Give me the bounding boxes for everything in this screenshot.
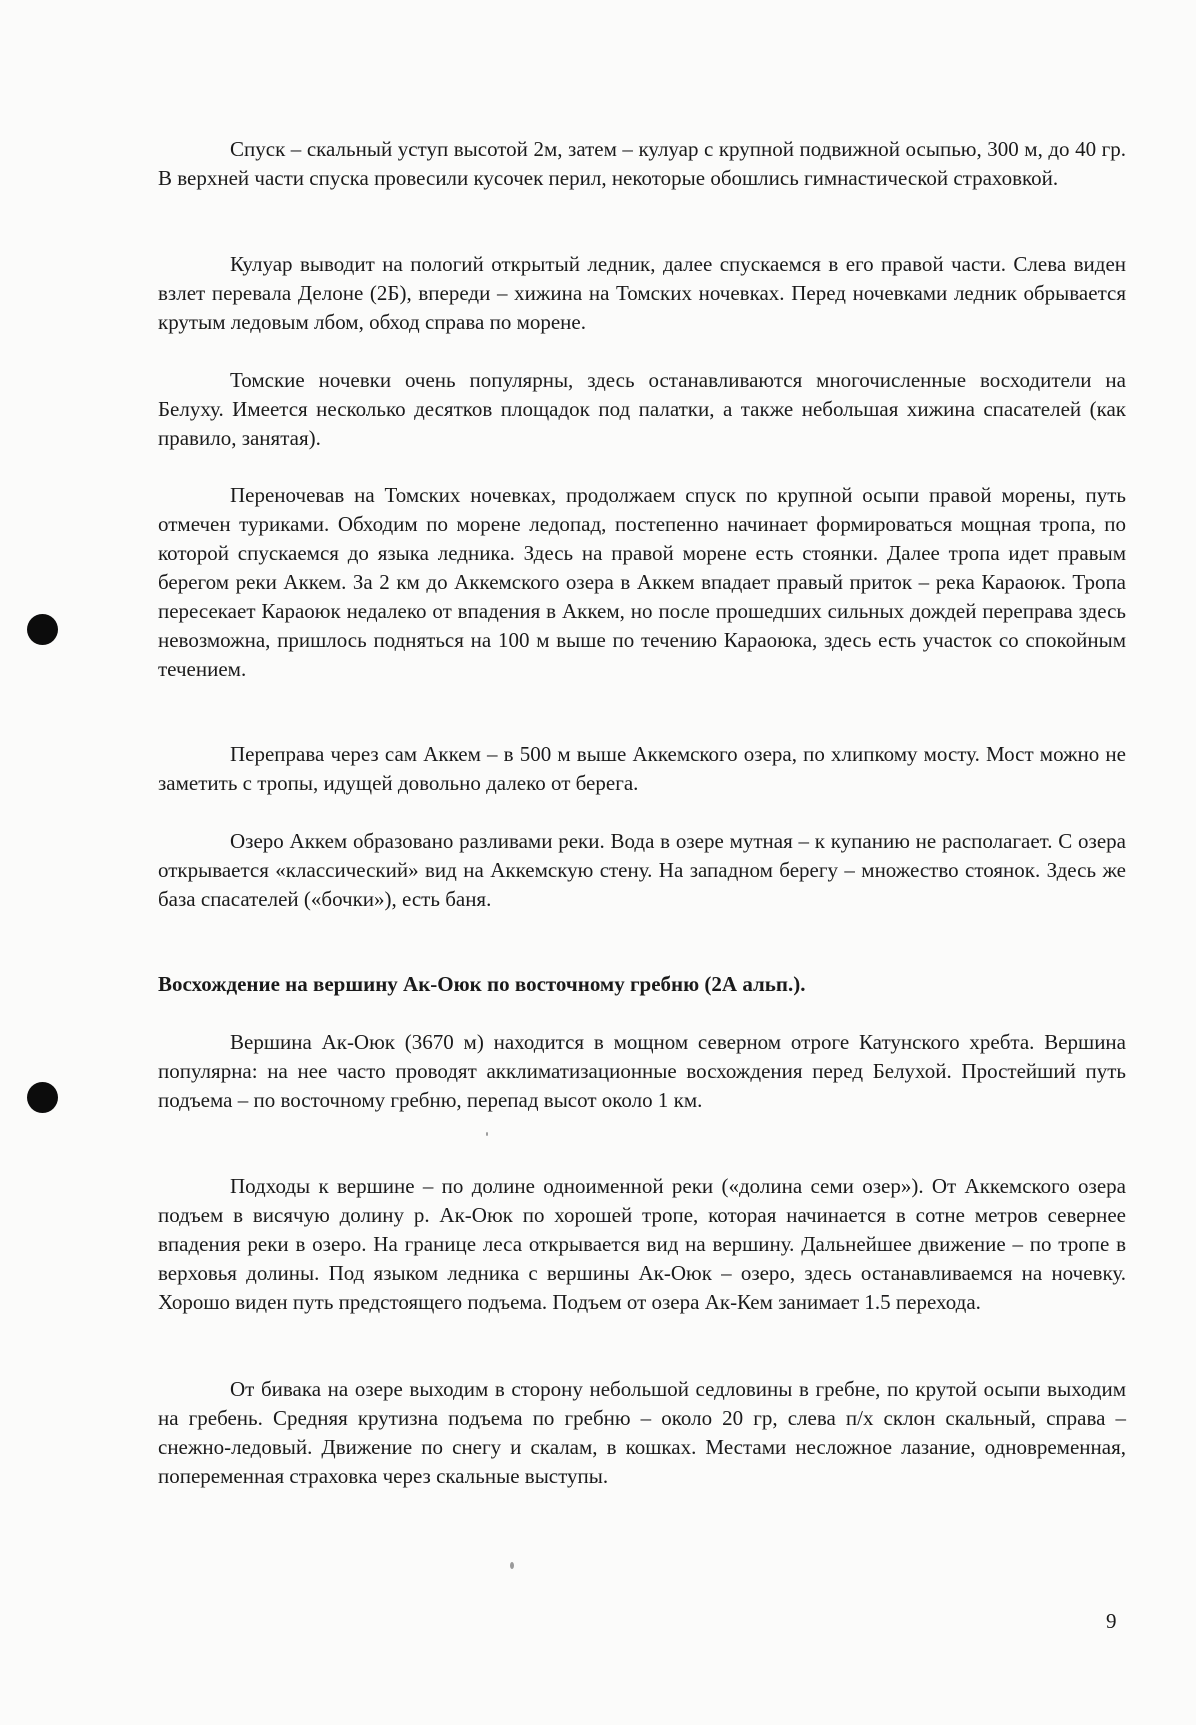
page-number: 9 xyxy=(1106,1609,1117,1633)
paragraph-river-crossing: Переправа через сам Аккем – в 500 м выше Аккемского озера, по хлипкому мосту. Мост можно не заметить с тропы, идущей довольно далеко от берега. xyxy=(158,742,1126,795)
punch-hole-lower xyxy=(27,1082,58,1113)
paragraph-tomsk-camp: Томские ночевки очень популярны, здесь останавливаются многочисленные восходители на Белуху. Имеется несколько десятков площадок под палатки, а также небольшая хижина спасателей (как правило, занятая). xyxy=(158,368,1126,450)
paragraph-descent: Спуск – скальный уступ высотой 2м, затем – кулуар с крупной подвижной осыпью, 300 м, до 40 гр. В верхней части спуска провесили кусочек перил, некоторые обошлись гимнастической страховкой. xyxy=(158,137,1126,190)
paragraph-moraine-descent: Переночевав на Томских ночевках, продолжаем спуск по крупной осыпи правой морены, путь отмечен туриками. Обходим по морене ледопад, постепенно начинает формироваться мощная тропа, по которой спускаемся до языка ледника. Здесь на правой морене есть стоянки. Далее тропа идет правым берегом реки Аккем. За 2 км до Аккемского озера в Аккем впадает правый приток – река Караоюк. Тропа пересекает Караоюк недалеко от впадения в Аккем, но после прошедших сильных дождей переправа здесь невозможна, пришлось подняться на 100 м выше по течению Караоюка, здесь есть участок со спокойным течением. xyxy=(158,483,1126,681)
paragraph-ak-oyuk-summit: Вершина Ак-Оюк (3670 м) находится в мощном северном отроге Катунского хребта. Вершина популярна: на нее часто проводят акклиматизационные восхождения перед Белухой. Простейший путь подъема – по восточному гребню, перепад высот около 1 км. xyxy=(158,1030,1126,1112)
paragraph-ridge-ascent: От бивака на озере выходим в сторону небольшой седловины в гребне, по крутой осыпи выходим на гребень. Средняя крутизна подъема по гребню – около 20 гр, слева п/х склон скальный, справа – снежно-ледовый. Движение по снегу и скалам, в кошках. Местами несложное лазание, одновременная, попеременная страховка через скальные выступы. xyxy=(158,1377,1126,1488)
section-heading: Восхождение на вершину Ак-Оюк по восточному гребню (2А альп.). xyxy=(158,972,806,996)
paragraph-approach: Подходы к вершине – по долине одноименной реки («долина семи озер»). От Аккемского озера подъем в висячую долину р. Ак-Оюк по хорошей тропе, которая начинается в сотне метров севернее впадения реки в озеро. На границе леса открывается вид на вершину. Дальнейшее движение – по тропе в верховья долины. Под языком ледника с вершины Ак-Оюк – озеро, здесь останавливаемся на ночевку. Хорошо виден путь предстоящего подъема. Подъем от озера Ак-Кем занимает 1.5 перехода. xyxy=(158,1174,1126,1314)
scan-speck xyxy=(486,1132,488,1136)
paragraph-glacier: Кулуар выводит на пологий открытый ледник, далее спускаемся в его правой части. Слева виден взлет перевала Делоне (2Б), впереди – хижина на Томских ночевках. Перед ночевками ледник обрывается крутым ледовым лбом, обход справа по морене. xyxy=(158,252,1126,334)
paragraph-akkem-lake: Озеро Аккем образовано разливами реки. Вода в озере мутная – к купанию не располагает. С озера открывается «классический» вид на Аккемскую стену. На западном берегу – множество стоянок. Здесь же база спасателей («бочки»), есть баня. xyxy=(158,829,1126,911)
scan-speck xyxy=(510,1562,514,1569)
punch-hole-upper xyxy=(27,614,58,645)
